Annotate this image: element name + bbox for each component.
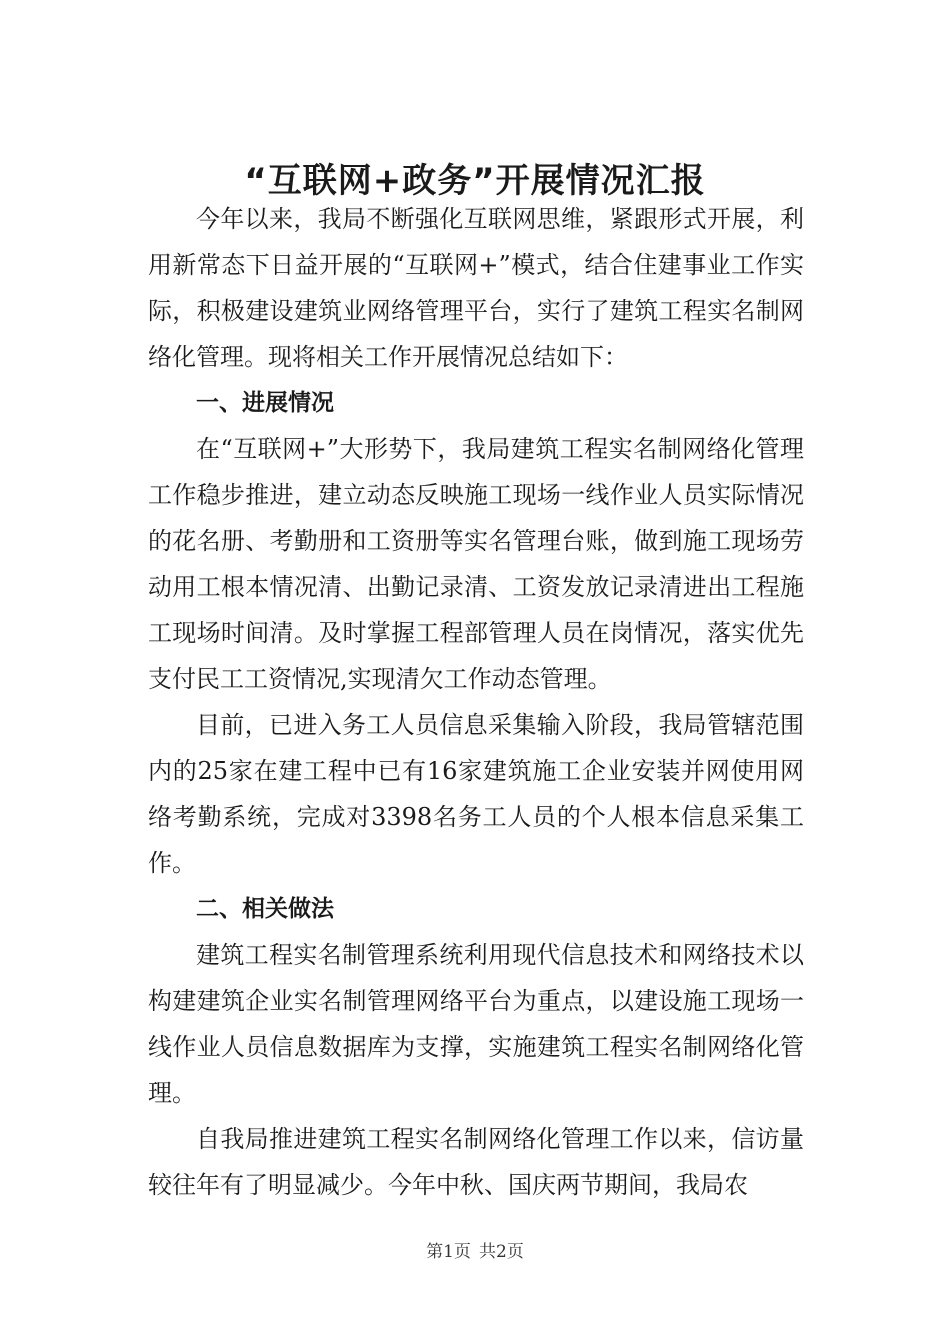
page-total: 共2页 <box>479 1242 524 1262</box>
paragraph-progress: 在“互联网+”大形势下，我局建筑工程实名制网络化管理工作稳步推进，建立动态反映施工现场一线作业人员实际情况的花名册、考勤册和工资册等实名管理台账，做到施工现场劳动用工根本情况清、出勤记录清、工资发放记录清进出工程施工现场时间清。及时掌握工程部管理人员在岗情况，落实优先支付民工工资情况,实现清欠工作动态管理。 <box>148 435 804 693</box>
section-heading-practices: 二、相关做法 <box>196 896 334 922</box>
paragraph-results: 自我局推进建筑工程实名制网络化管理工作以来，信访量较往年有了明显减少。今年中秋、国庆两节期间，我局农 <box>148 1125 804 1199</box>
page-number: 第1页 <box>426 1242 471 1262</box>
section-heading-progress: 一、进展情况 <box>196 390 334 416</box>
page-footer <box>0 1240 950 1264</box>
paragraph-system: 建筑工程实名制管理系统利用现代信息技术和网络技术以构建建筑企业实名制管理网络平台为重点，以建设施工现场一线作业人员信息数据库为支撑，实施建筑工程实名制网络化管理。 <box>148 941 804 1107</box>
document-title: “互联网+政务”开展情况汇报 <box>244 160 706 201</box>
paragraph-intro: 今年以来，我局不断强化互联网思维，紧跟形式开展，利用新常态下日益开展的“互联网+”模式，结合住建事业工作实际，积极建设建筑业网络管理平台，实行了建筑工程实名制网络化管理。现将相关工作开展情况总结如下： <box>148 205 804 371</box>
paragraph-current-status: 目前，已进入务工人员信息采集输入阶段，我局管辖范围内的25家在建工程中已有16家建筑施工企业安装并网使用网络考勤系统，完成对3398名务工人员的个人根本信息采集工作。 <box>148 711 804 877</box>
document-body <box>148 196 804 1208</box>
